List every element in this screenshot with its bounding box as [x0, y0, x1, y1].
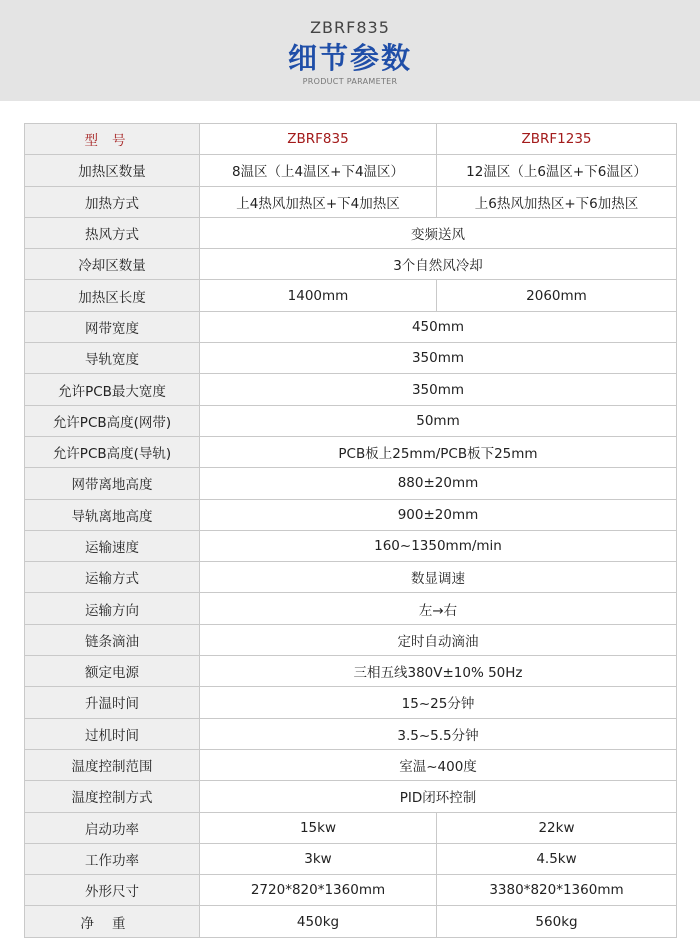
row-value-shared: 数显调速 [200, 562, 677, 593]
row-value-shared: 50mm [200, 405, 677, 436]
row-label: 允许PCB高度(导轨) [25, 436, 200, 467]
row-label: 额定电源 [25, 656, 200, 687]
table-row [25, 405, 677, 436]
row-value-shared: 3个自然风冷却 [200, 249, 677, 280]
table-row [25, 311, 677, 342]
row-label: 冷却区数量 [25, 249, 200, 280]
row-value-shared: 3.5~5.5分钟 [200, 718, 677, 749]
row-value-model-a: 1400mm [200, 280, 437, 311]
table-row [25, 687, 677, 718]
row-label: 链条滴油 [25, 624, 200, 655]
row-value-model-a: 上4热风加热区+下4加热区 [200, 186, 437, 217]
row-value-shared: 450mm [200, 311, 677, 342]
row-value-model-a: 2720*820*1360mm [200, 875, 437, 906]
row-value-shared: PCB板上25mm/PCB板下25mm [200, 436, 677, 467]
row-label: 允许PCB最大宽度 [25, 374, 200, 405]
row-value-model-a: 3kw [200, 843, 437, 874]
page-subtitle: PRODUCT PARAMETER [302, 77, 398, 86]
table-row [25, 468, 677, 499]
row-label: 导轨宽度 [25, 343, 200, 374]
table-row [25, 186, 677, 217]
row-label: 加热区数量 [25, 155, 200, 186]
row-value-shared: 变频送风 [200, 217, 677, 248]
row-label: 升温时间 [25, 687, 200, 718]
header-cell-label: 型号 [25, 124, 200, 155]
table-row [25, 343, 677, 374]
table-row [25, 875, 677, 906]
table-row [25, 843, 677, 874]
row-label: 加热区长度 [25, 280, 200, 311]
row-label: 运输方式 [25, 562, 200, 593]
row-value-model-b: 22kw [437, 812, 677, 843]
row-label: 运输方向 [25, 593, 200, 624]
table-row [25, 749, 677, 780]
row-label: 允许PCB高度(网带) [25, 405, 200, 436]
header-cell-model-a: ZBRF835 [200, 124, 437, 155]
row-value-model-b: 上6热风加热区+下6加热区 [437, 186, 677, 217]
row-value-shared: 880±20mm [200, 468, 677, 499]
row-value-shared: 160~1350mm/min [200, 530, 677, 561]
table-row [25, 906, 677, 937]
row-value-model-b: 4.5kw [437, 843, 677, 874]
header-model: ZBRF835 [310, 18, 390, 37]
row-value-model-b: 3380*820*1360mm [437, 875, 677, 906]
row-label: 外形尺寸 [25, 875, 200, 906]
table-row [25, 718, 677, 749]
spec-table-body [25, 124, 677, 938]
table-row [25, 374, 677, 405]
row-label: 加热方式 [25, 186, 200, 217]
table-row [25, 656, 677, 687]
spec-table [24, 123, 677, 938]
row-value-shared: 定时自动滴油 [200, 624, 677, 655]
row-label: 启动功率 [25, 812, 200, 843]
row-value-model-b: 560kg [437, 906, 677, 937]
row-value-shared: 350mm [200, 343, 677, 374]
row-label: 过机时间 [25, 718, 200, 749]
row-value-shared: 15~25分钟 [200, 687, 677, 718]
row-value-model-b: 12温区（上6温区+下6温区） [437, 155, 677, 186]
row-value-model-a: 15kw [200, 812, 437, 843]
row-value-shared: 三相五线380V±10% 50Hz [200, 656, 677, 687]
row-value-model-a: 450kg [200, 906, 437, 937]
row-value-shared: PID闭环控制 [200, 781, 677, 812]
row-label: 网带离地高度 [25, 468, 200, 499]
header-cell-model-b: ZBRF1235 [437, 124, 677, 155]
table-row [25, 155, 677, 186]
table-row [25, 217, 677, 248]
table-header-row [25, 124, 677, 155]
row-value-shared: 350mm [200, 374, 677, 405]
row-label: 导轨离地高度 [25, 499, 200, 530]
row-value-shared: 室温~400度 [200, 749, 677, 780]
table-row [25, 624, 677, 655]
row-label: 网带宽度 [25, 311, 200, 342]
row-label: 净重 [25, 906, 200, 937]
table-row [25, 781, 677, 812]
row-value-model-b: 2060mm [437, 280, 677, 311]
page-title: 细节参数 [287, 41, 412, 75]
page-header [0, 0, 700, 101]
row-label: 温度控制方式 [25, 781, 200, 812]
table-row [25, 436, 677, 467]
table-row [25, 499, 677, 530]
table-row [25, 593, 677, 624]
row-label: 运输速度 [25, 530, 200, 561]
row-value-shared: 900±20mm [200, 499, 677, 530]
row-value-shared: 左→右 [200, 593, 677, 624]
row-label: 工作功率 [25, 843, 200, 874]
table-row [25, 280, 677, 311]
row-label: 热风方式 [25, 217, 200, 248]
table-row [25, 249, 677, 280]
table-row [25, 562, 677, 593]
table-row [25, 812, 677, 843]
row-value-model-a: 8温区（上4温区+下4温区） [200, 155, 437, 186]
table-row [25, 530, 677, 561]
row-label: 温度控制范围 [25, 749, 200, 780]
